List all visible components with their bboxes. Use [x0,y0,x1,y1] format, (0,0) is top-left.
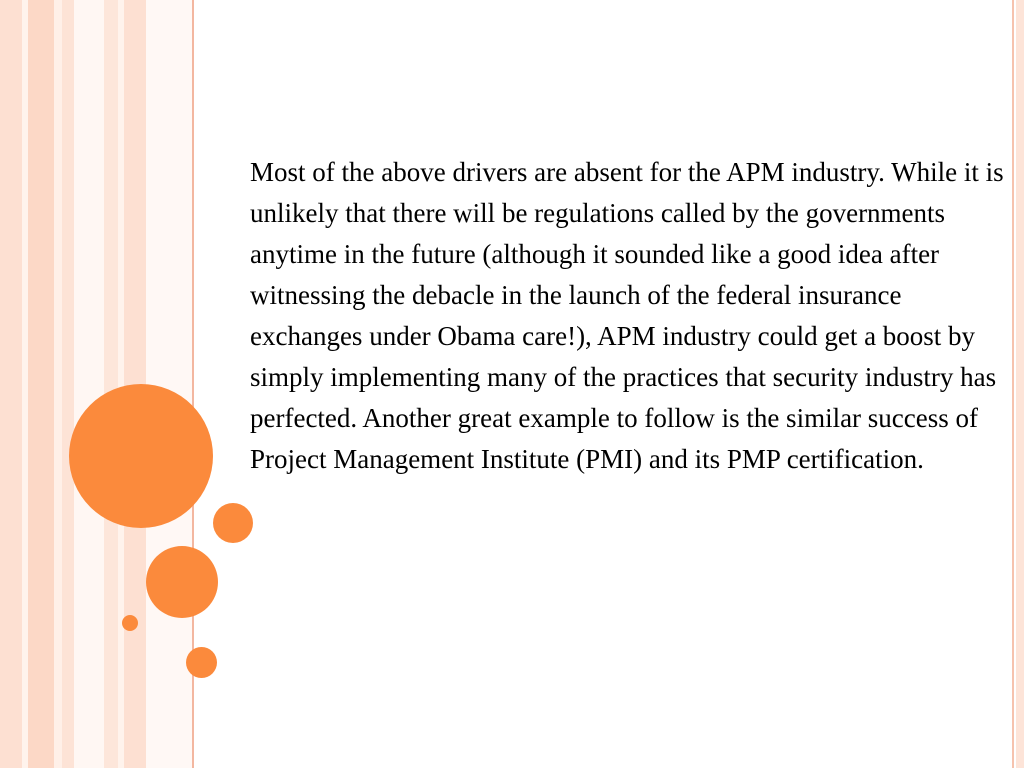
decorative-stripe [1016,0,1024,768]
decorative-circle [213,503,253,543]
decorative-circle [146,546,218,618]
decorative-stripe [104,0,118,768]
decorative-stripe [74,0,104,768]
decorative-circle [69,384,213,528]
decorative-stripe [54,0,62,768]
decorative-stripe [28,0,54,768]
decorative-stripe [62,0,74,768]
decorative-circle [186,647,217,678]
decorative-divider [1012,0,1014,768]
slide-body-text: Most of the above drivers are absent for the APM industry. While it is unlikely that there will be regulations called by the governments anytime in the future (although it sounded like a good idea after witnessing the debacle in the launch of the federal insurance exchanges under Obama care!), APM industry could get a boost by simply implementing many of the practices that security industry has perfected. Another great example to follow is the similar success of Project Management Institute (PMI) and its PMP certification. [250,157,1004,474]
decorative-stripe [0,0,22,768]
decorative-circle [122,615,138,631]
